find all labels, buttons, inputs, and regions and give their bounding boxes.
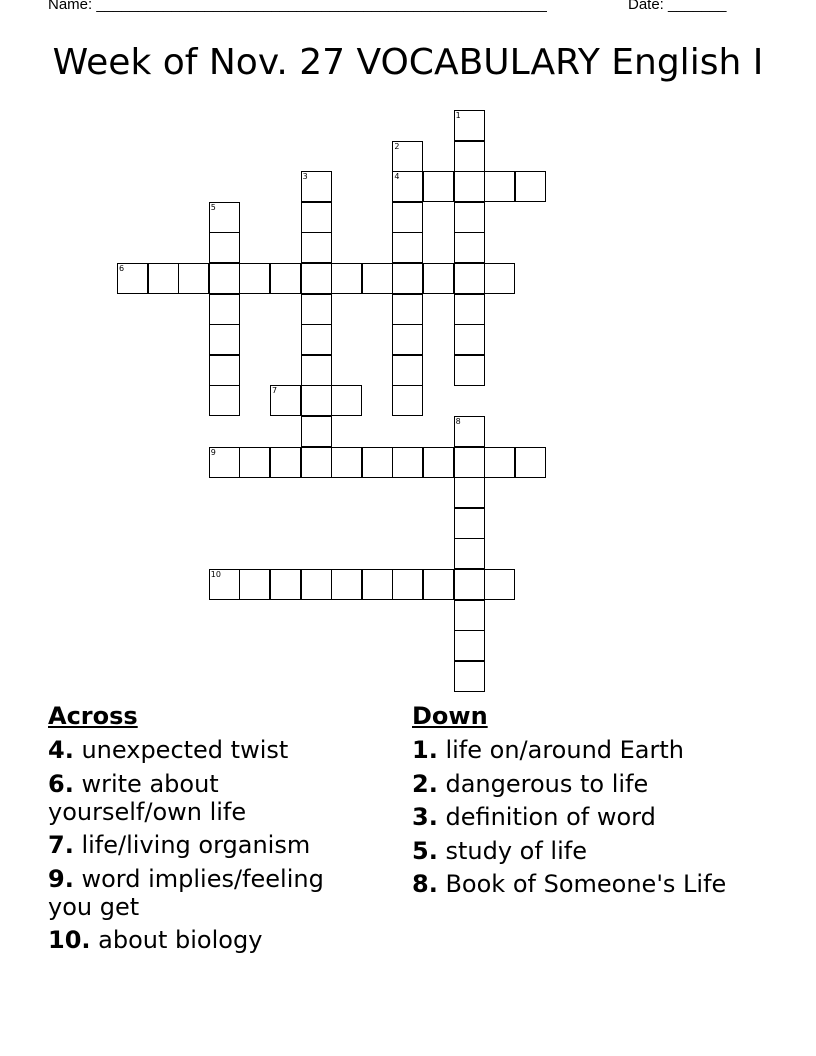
clue-text: word implies/feeling you get: [48, 864, 324, 921]
grid-cell[interactable]: [454, 447, 485, 478]
clue-text: write about yourself/own life: [48, 769, 247, 826]
grid-cell[interactable]: [209, 232, 240, 263]
grid-cell[interactable]: [362, 447, 393, 478]
grid-cell[interactable]: [423, 171, 454, 202]
grid-cell[interactable]: [331, 569, 362, 600]
cell-number: 3: [302, 172, 308, 182]
grid-cell[interactable]: [484, 569, 515, 600]
down-clue: [412, 803, 792, 831]
grid-cell[interactable]: [515, 171, 546, 202]
grid-cell[interactable]: [454, 661, 485, 692]
grid-cell[interactable]: [178, 263, 209, 294]
date-line: Date: _______: [628, 0, 727, 13]
grid-cell[interactable]: [454, 324, 485, 355]
grid-cell[interactable]: [392, 385, 423, 416]
clue-text: about biology: [98, 926, 263, 954]
across-clue: [48, 770, 368, 826]
name-line: Name: ______________________________________________________: [48, 0, 547, 13]
grid-cell[interactable]: [209, 385, 240, 416]
down-clue: [412, 770, 792, 798]
grid-cell[interactable]: [392, 263, 423, 294]
grid-cell[interactable]: [454, 294, 485, 325]
grid-cell[interactable]: [392, 324, 423, 355]
grid-cell[interactable]: [454, 600, 485, 631]
grid-cell[interactable]: [301, 416, 332, 447]
cell-number: 1: [455, 111, 461, 120]
grid-cell[interactable]: [392, 232, 423, 263]
grid-cell[interactable]: [392, 355, 423, 386]
cell-number: 2: [394, 141, 400, 151]
clue-text: life/living organism: [81, 831, 311, 859]
clue-number: 6.: [48, 769, 74, 798]
cell-number: 7: [272, 386, 278, 396]
across-clue: [48, 831, 368, 859]
across-clues: [48, 702, 368, 960]
grid-cell[interactable]: [270, 447, 301, 478]
clue-number: 4.: [48, 736, 74, 764]
down-clues: [412, 702, 792, 904]
cell-number: 5: [210, 202, 216, 212]
down-clue: [412, 870, 792, 898]
clue-text: Book of Someone's Life: [445, 870, 727, 898]
clue-text: definition of word: [445, 803, 656, 831]
grid-cell[interactable]: [454, 355, 485, 386]
cell-number: 9: [210, 447, 216, 457]
clue-number: 3.: [412, 803, 438, 831]
grid-cell[interactable]: [239, 569, 270, 600]
grid-cell[interactable]: [454, 110, 485, 141]
grid-cell[interactable]: [331, 263, 362, 294]
grid-cell[interactable]: [454, 232, 485, 263]
clue-number: 2.: [412, 769, 438, 798]
cell-number: 10: [210, 570, 221, 579]
cell-number: 6: [119, 264, 125, 273]
grid-cell[interactable]: [301, 447, 332, 478]
grid-cell[interactable]: [301, 232, 332, 263]
clue-number: 8.: [412, 870, 438, 898]
grid-cell[interactable]: [454, 477, 485, 508]
cell-number: 4: [394, 172, 400, 182]
grid-cell[interactable]: [301, 355, 332, 386]
grid-cell[interactable]: [301, 569, 332, 600]
grid-cell[interactable]: [454, 171, 485, 202]
grid-cell[interactable]: [454, 202, 485, 233]
grid-cell[interactable]: [392, 141, 423, 172]
grid-cell[interactable]: [301, 294, 332, 325]
clue-number: 10.: [48, 926, 91, 954]
grid-cell[interactable]: [239, 447, 270, 478]
grid-cell[interactable]: [392, 294, 423, 325]
grid-cell[interactable]: [209, 202, 240, 233]
grid-cell[interactable]: [301, 202, 332, 233]
grid-cell[interactable]: [423, 447, 454, 478]
clue-text: life on/around Earth: [445, 736, 685, 764]
grid-cell[interactable]: [270, 263, 301, 294]
grid-cell[interactable]: [392, 171, 423, 202]
grid-cell[interactable]: [362, 263, 393, 294]
clue-number: 7.: [48, 831, 74, 859]
clue-number: 9.: [48, 864, 74, 893]
grid-cell[interactable]: [209, 355, 240, 386]
grid-cell[interactable]: [301, 171, 332, 202]
grid-cell[interactable]: [270, 385, 301, 416]
grid-cell[interactable]: [392, 569, 423, 600]
grid-cell[interactable]: [392, 202, 423, 233]
clue-text: study of life: [445, 836, 587, 865]
down-heading: Down: [412, 702, 488, 730]
grid-cell[interactable]: [209, 447, 240, 478]
grid-cell[interactable]: [454, 416, 485, 447]
clue-text: dangerous to life: [445, 769, 649, 798]
grid-cell[interactable]: [484, 263, 515, 294]
grid-cell[interactable]: [209, 569, 240, 600]
grid-cell[interactable]: [331, 447, 362, 478]
grid-cell[interactable]: [454, 569, 485, 600]
grid-cell[interactable]: [209, 294, 240, 325]
across-clue: [48, 926, 368, 954]
grid-cell[interactable]: [239, 263, 270, 294]
grid-cell[interactable]: [484, 171, 515, 202]
across-clue: [48, 865, 368, 921]
grid-cell[interactable]: [209, 324, 240, 355]
grid-cell[interactable]: [331, 385, 362, 416]
grid-cell[interactable]: [301, 324, 332, 355]
page-title: Week of Nov. 27 VOCABULARY English I: [52, 42, 764, 83]
grid-cell[interactable]: [423, 263, 454, 294]
clue-number: 1.: [412, 736, 438, 764]
grid-cell[interactable]: [454, 538, 485, 569]
across-clue: [48, 736, 368, 764]
grid-cell[interactable]: [392, 447, 423, 478]
grid-cell[interactable]: [301, 385, 332, 416]
clue-text: unexpected twist: [81, 736, 289, 764]
grid-cell[interactable]: [301, 263, 332, 294]
across-heading: Across: [48, 702, 138, 730]
grid-cell[interactable]: [515, 447, 546, 478]
cell-number: 8: [455, 417, 461, 426]
grid-cell[interactable]: [362, 569, 393, 600]
grid-cell[interactable]: [454, 630, 485, 661]
down-clue: [412, 837, 792, 865]
grid-cell[interactable]: [270, 569, 301, 600]
grid-cell[interactable]: [423, 569, 454, 600]
grid-cell[interactable]: [454, 508, 485, 539]
clue-number: 5.: [412, 836, 438, 865]
grid-cell[interactable]: [454, 141, 485, 172]
grid-cell[interactable]: [209, 263, 240, 294]
grid-cell[interactable]: [148, 263, 179, 294]
grid-cell[interactable]: [484, 447, 515, 478]
grid-cell[interactable]: [454, 263, 485, 294]
grid-cell[interactable]: [117, 263, 148, 294]
down-clue: [412, 736, 792, 764]
